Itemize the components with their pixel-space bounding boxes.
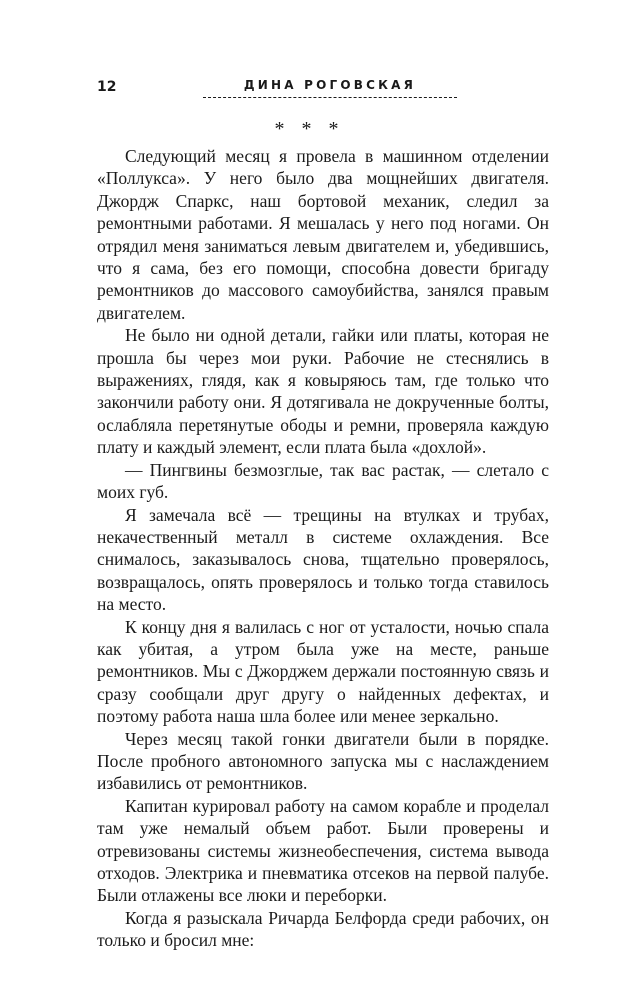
paragraph: — Пингвины безмозглые, так вас растак, — слетало с моих губ. bbox=[97, 459, 549, 503]
paragraph: Когда я разыскала Ричарда Белфорда среди рабочих, он только и бросил мне: bbox=[97, 907, 549, 951]
running-title: ДИНА РОГОВСКАЯ bbox=[243, 78, 417, 92]
paragraph: Не было ни одной детали, гайки или платы, которая не прошла бы через мои руки. Рабочие не стеснялись в выражениях, глядя, как я ковыряюсь там, где только что закончили работу они. Я дотягивала не докрученные болты, ослабляла перетянутые ободы и ремни, проверяла каждую плату и каждый элемент, если плата была «дохлой». bbox=[97, 325, 549, 458]
page-number: 12 bbox=[97, 79, 117, 95]
header-dashed-rule bbox=[203, 97, 457, 98]
paragraph: Следующий месяц я провела в машинном отделении «Поллукса». У него было два мощнейших двигателя. Джордж Спаркс, наш бортовой механик, следил за ремонтными работами. Я мешалась у него под ногами. Он отрядил меня заниматься левым двигателем и, убедившись, что я сама, без его помощи, способна довести бригаду ремонтников до массового самоубийства, занялся правым двигателем. bbox=[97, 146, 549, 323]
paragraph: Через месяц такой гонки двигатели были в порядке. После пробного автономного запуска мы с наслаждением избавились от ремонтников. bbox=[97, 728, 549, 794]
paragraph: К концу дня я валилась с ног от усталости, ночью спала как убитая, а утром была уже на месте, раньше ремонтников. Мы с Джорджем держали постоянную связь и сразу сообщали друг другу о найденных дефектах, и поэтому работа наша шла более или менее зеркально. bbox=[97, 616, 549, 727]
paragraph: Капитан курировал работу на самом корабле и проделал там уже немалый объем работ. Были проверены и отревизованы системы жизнеобеспечения, система вывода отходов. Электрика и пневматика отсеков на первой палубе. Были отлажены все люки и переборки. bbox=[97, 795, 549, 906]
paragraph: Я замечала всё — трещины на втулках и трубах, некачественный металл в системе охлаждения. Все снималось, заказывалось снова, тщательно проверялось, возвращалось, опять проверялось и только тогда ставилось на место. bbox=[97, 504, 549, 615]
body-text bbox=[97, 145, 549, 952]
section-separator: * * * bbox=[274, 118, 345, 140]
